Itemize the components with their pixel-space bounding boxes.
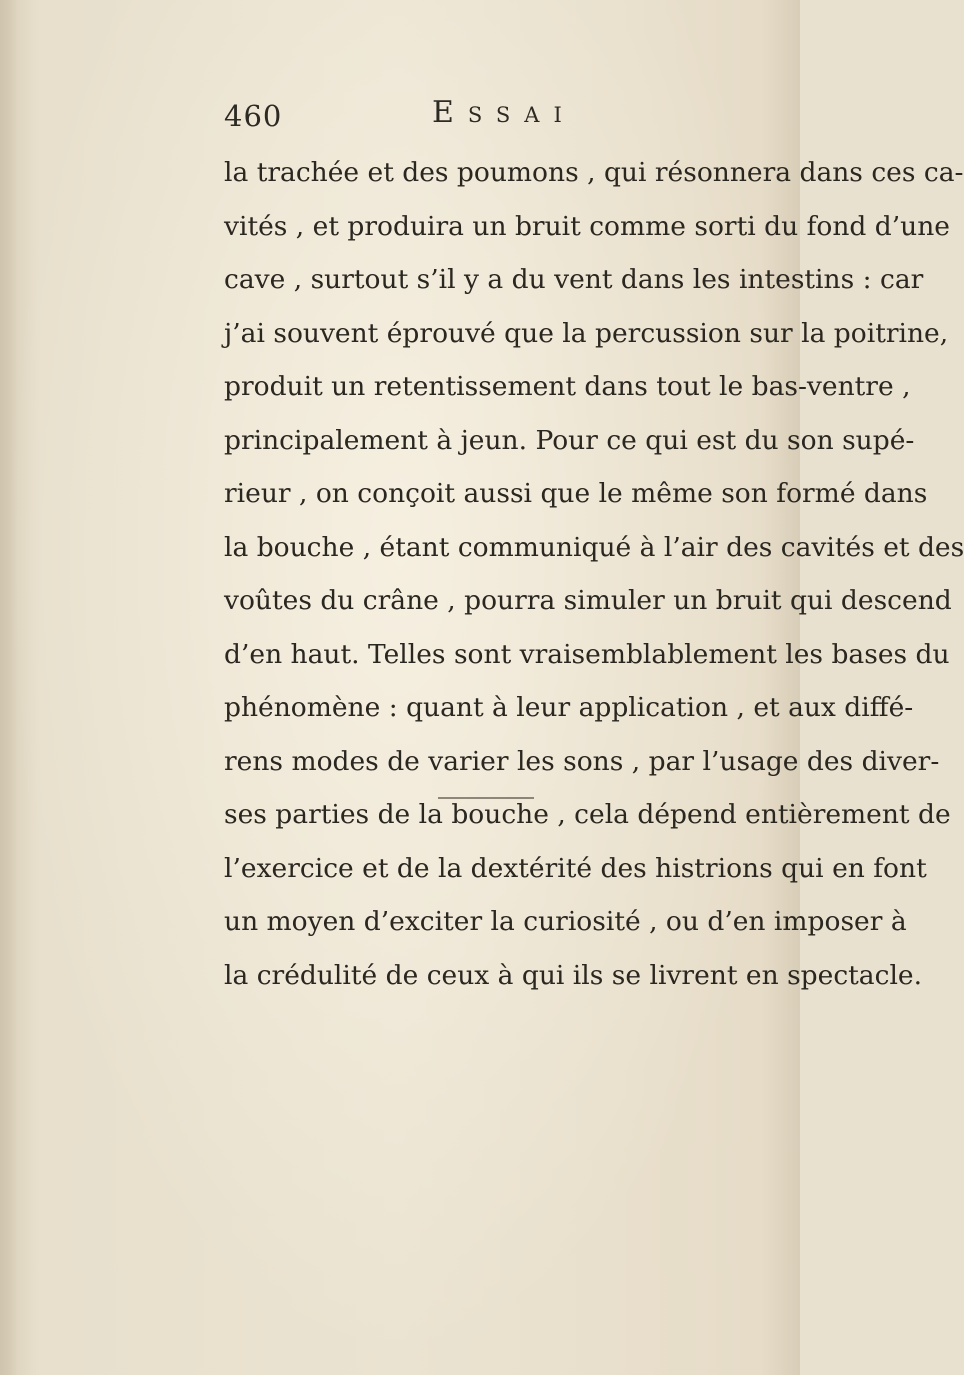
text-line: rens modes de varier les sons , par l’usage des diver- — [224, 745, 940, 777]
text-line: voûtes du crâne , pourra simuler un bruit qui descend — [224, 585, 952, 616]
text-line: la trachée et des poumons , qui résonnera dans ces ca- — [224, 157, 964, 188]
page-gutter-shadow — [0, 0, 18, 1375]
text-line: d’en haut. Telles sont vraisemblablement les bases du — [224, 638, 950, 670]
text-line: principalement à jeun. Pour ce qui est du son supé- — [224, 424, 915, 456]
running-head: Essai — [432, 95, 576, 130]
text-line: rieur , on conçoit aussi que le même son formé dans — [224, 478, 928, 509]
text-line: vités , et produira un bruit comme sorti du fond d’une — [224, 210, 950, 242]
text-line: cave , surtout s’il y a du vent dans les intestins : car — [224, 264, 924, 295]
text-line: un moyen d’exciter la curiosité , ou d’en imposer à — [224, 906, 907, 937]
page-header — [224, 93, 784, 143]
text-line: produit un retentissement dans tout le bas-ventre , — [224, 371, 911, 402]
text-line: ses parties de la bouche , cela dépend entièrement de — [224, 799, 951, 830]
text-line: phénomène : quant à leur application , et aux diffé- — [224, 692, 914, 723]
section-end-rule — [438, 797, 534, 799]
text-line: j’ai souvent éprouvé que la percussion sur la poitrine, — [224, 317, 949, 349]
page-number: 460 — [224, 99, 283, 133]
text-line: l’exercice et de la dextérité des histrions qui en font — [224, 852, 927, 884]
text-line: la crédulité de ceux à qui ils se livrent en spectacle. — [224, 959, 923, 991]
body-text — [224, 146, 964, 1002]
text-line: la bouche , étant communiqué à l’air des cavités et des — [224, 531, 964, 563]
